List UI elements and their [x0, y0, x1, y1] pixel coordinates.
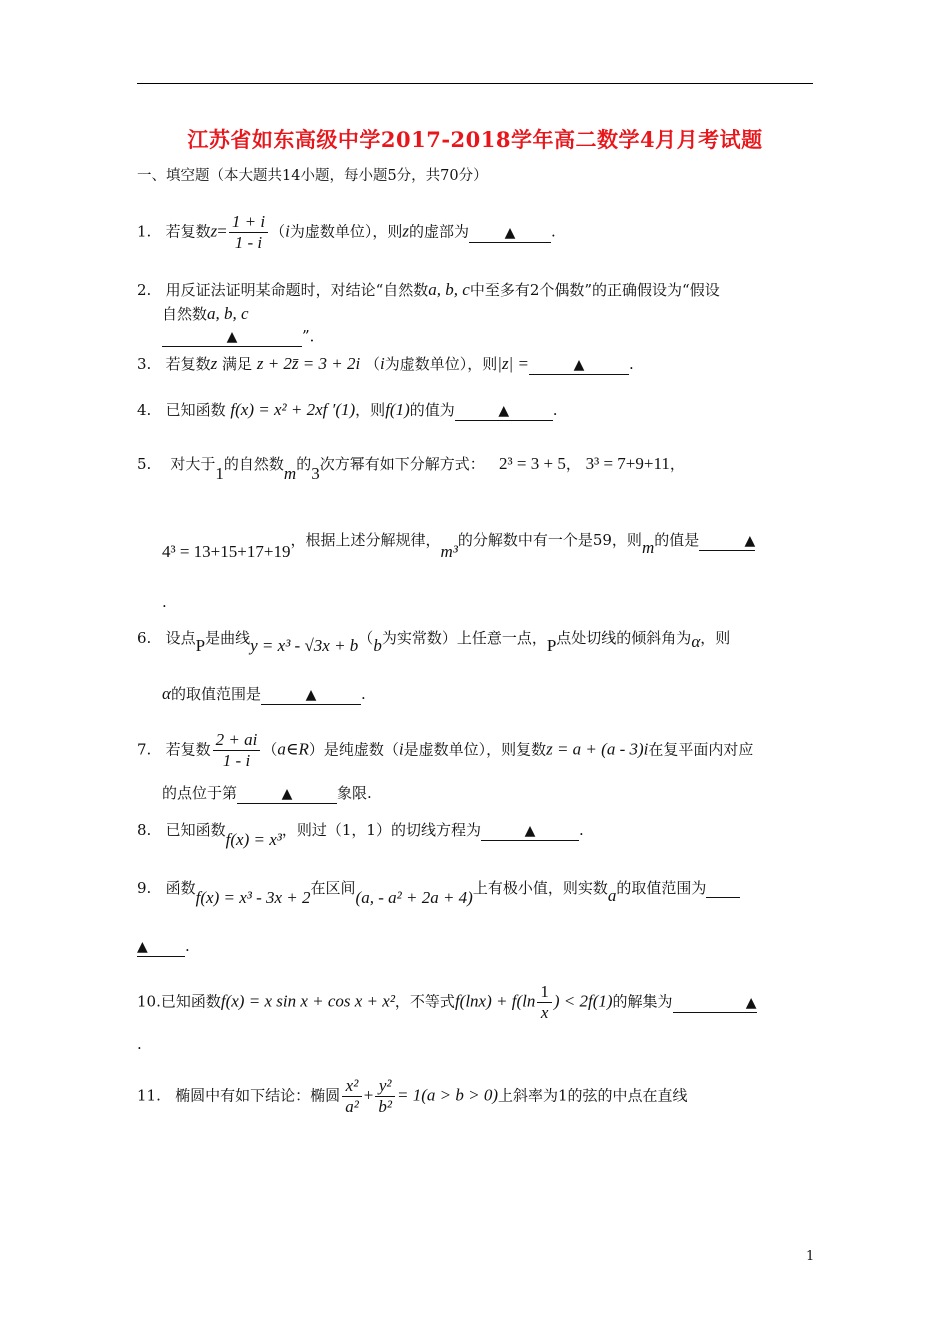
answer-blank[interactable]: ▲ — [699, 531, 755, 551]
question-6: 6. 设点P是曲线y = x³ - √3x + b（b为实常数）上任意一点，P点处切线的倾斜角为α，则 — [137, 629, 731, 655]
question-7-cont: 的点位于第 ▲ 象限. — [162, 784, 372, 802]
question-1: 1. 若复数z= $\frac{1 + i}{1 - i}$ （i为虚数单位），则z的虚部为 ▲ . — [137, 212, 556, 252]
answer-blank-start[interactable] — [706, 879, 740, 898]
question-9: 9. 函数f(x) = x³ - 3x + 2在区间(a, - a² + 2a + 4)上有极小值，则实数a的取值范围为 — [137, 878, 740, 898]
answer-blank[interactable]: ▲ — [162, 327, 302, 347]
question-3: 3. 若复数z 满足 z + 2z̄ = 3 + 2i （i为虚数单位），则|z| = ▲ . — [137, 354, 634, 373]
question-5-end: . — [162, 593, 167, 611]
fraction: $\frac{1}{x}$ — [537, 982, 552, 1023]
fraction: $\frac{\text{y²}}{\text{b²}}$ — [375, 1076, 395, 1117]
answer-blank[interactable]: ▲ — [137, 937, 185, 957]
question-7: 7. 若复数 $\frac{2 + ai}{1 - i}$ （a∈R）是纯虚数（i是虚数单位），则复数z = a + (a - 3)i在复平面内对应 — [137, 730, 754, 770]
page-title: 江苏省如东高级中学2017-2018学年高二数学4月月考试题 — [187, 127, 763, 152]
question-8: 8. 已知函数f(x) = x³，则过（1，1）的切线方程为 ▲ . — [137, 821, 584, 849]
question-2: 2. 用反证法证明某命题时，对结论“自然数a, b, c中至多有2个偶数”的正确假设为“假设 — [137, 280, 720, 299]
question-2-blank: ▲ ”． — [162, 326, 325, 347]
question-10: 10.已知函数f(x) = x sin x + cos x + x²，不等式f(lnx) + f(ln $\frac{1}{x}$ ) < 2f(1)的解集为 ▲ — [137, 982, 757, 1022]
question-9-cont: ▲ . — [137, 937, 190, 955]
answer-blank[interactable]: ▲ — [469, 223, 551, 243]
fraction: $\frac{2 + ai}{1 - i}$ — [213, 730, 261, 771]
answer-blank[interactable]: ▲ — [673, 993, 757, 1013]
section-heading: 一、填空题（本大题共14小题，每小题5分，共70分） — [137, 168, 488, 184]
header-rule — [137, 83, 813, 84]
answer-blank[interactable]: ▲ — [261, 685, 361, 705]
answer-blank[interactable]: ▲ — [529, 355, 629, 375]
question-5: 5. 对大于1的自然数m的3次方幂有如下分解方式： 2³ = 3 + 5， 3³ = 7+9+11， — [137, 454, 685, 483]
question-10-end: . — [137, 1035, 142, 1053]
fraction: $\frac{1 + i}{1 - i}$ — [229, 212, 268, 253]
answer-blank[interactable]: ▲ — [237, 784, 337, 804]
fraction: $\frac{\text{x²}}{\text{a²}}$ — [342, 1076, 362, 1117]
answer-blank[interactable]: ▲ — [481, 821, 579, 841]
question-11: 11. 椭圆中有如下结论：椭圆 $\frac{\text{x²}}{\text{a²}}$ + $\frac{\text{y²}}{\text{b²}}$ = 1(a > b > 0)上斜率为1的弦的中点在直线 — [137, 1076, 688, 1116]
question-6-cont: α的取值范围是 ▲ . — [162, 684, 366, 703]
answer-blank[interactable]: ▲ — [455, 401, 553, 421]
question-5-cont: 4³ = 13+15+17+19，根据上述分解规律，m³的分解数中有一个是59，则m的值是 ▲ — [162, 531, 756, 561]
question-2-cont: 自然数a, b, c — [162, 304, 249, 323]
question-4: 4. 已知函数 f(x) = x² + 2xf ′(1)，则f(1)的值为 ▲ . — [137, 400, 558, 419]
page-number: 1 — [806, 1249, 815, 1264]
